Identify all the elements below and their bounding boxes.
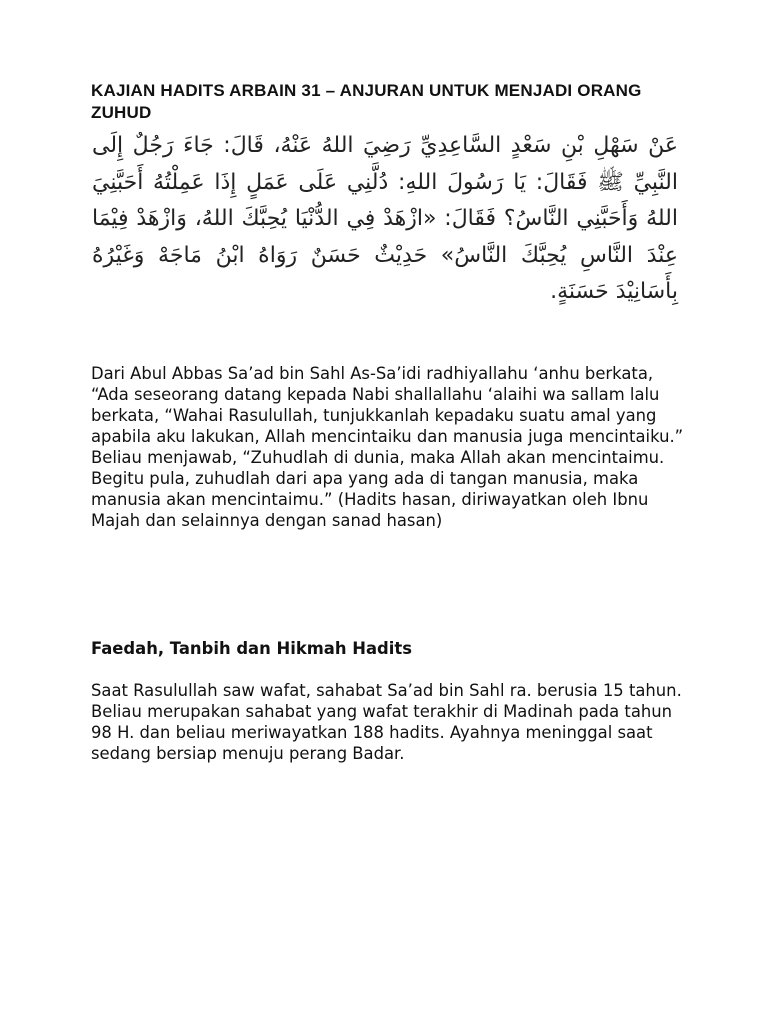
document-title: KAJIAN HADITS ARBAIN 31 – ANJURAN UNTUK MENJADI ORANG ZUHUD xyxy=(91,81,642,122)
benefits-paragraph: Saat Rasulullah saw wafat, sahabat Sa’ad bin Sahl ra. berusia 15 tahun. Beliau merupakan sahabat yang wafat terakhir di Madinah pada tahun 98 H. dan beliau meriwayatkan 188 hadits. Ayahnya meninggal saat sedang bersiap menuju perang Badar. xyxy=(91,681,682,763)
arabic-hadith-text: عَنْ سَهْلِ بْنِ سَعْدٍ السَّاعِدِيِّ رَضِيَ اللهُ عَنْهُ، قَالَ: جَاءَ رَجُلٌ إِلَى النَّبِيِّ ﷺ فَقَالَ: يَا رَسُولَ اللهِ: دُلَّنِي عَلَى عَمَلٍ إِذَا عَمِلْتُهُ أَحَبَّنِيَ اللهُ وَأَحَبَّنِي النَّاسُ؟ فَقَالَ: «ازْهَدْ فِي الدُّنْيَا يُحِبَّكَ اللهُ، وَازْهَدْ فِيْمَا عِنْدَ النَّاسِ يُحِبَّكَ النَّاسُ» حَدِيْثٌ حَسَنٌ رَوَاهُ ابْنُ مَاجَهْ وَغَيْرُهُ بِأَسَانِيْدَ حَسَنَةٍ. xyxy=(92,133,678,304)
section-heading: Faedah, Tanbih dan Hikmah Hadits xyxy=(91,639,412,658)
translation-paragraph: Dari Abul Abbas Sa’ad bin Sahl As-Sa’idi radhiyallahu ‘anhu berkata, “Ada seseorang datang kepada Nabi shallallahu ‘alaihi wa sallam lalu berkata, “Wahai Rasulullah, tunjukkanlah kepadaku suatu amal yang apabila aku lakukan, Allah mencintaiku dan manusia juga mencintaiku.” Beliau menjawab, “Zuhudlah di dunia, maka Allah akan mencintaimu. Begitu pula, zuhudlah dari apa yang ada di tangan manusia, maka manusia akan mencintaimu.” (Hadits hasan, diriwayatkan oleh Ibnu Majah dan selainnya dengan sanad hasan) xyxy=(91,364,684,530)
